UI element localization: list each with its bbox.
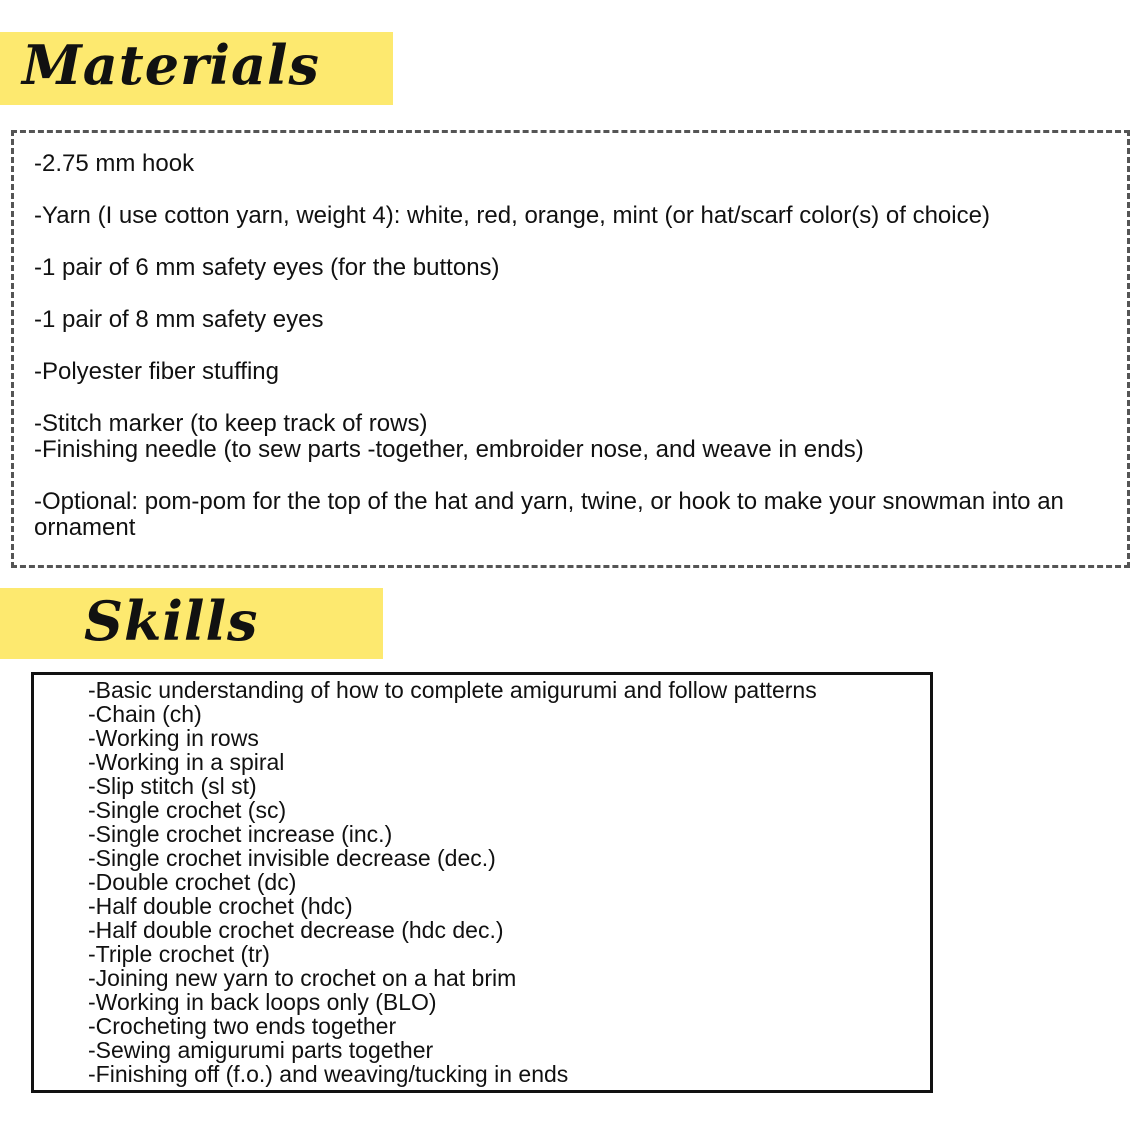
- skills-item: -Working in a spiral: [88, 749, 285, 775]
- materials-item: -1 pair of 6 mm safety eyes (for the buttons): [34, 254, 500, 281]
- skills-item: -Sewing amigurumi parts together: [88, 1037, 434, 1063]
- skills-item: -Double crochet (dc): [88, 869, 297, 895]
- skills-list: [88, 678, 817, 1086]
- materials-item: -Yarn (I use cotton yarn, weight 4): white, red, orange, mint (or hat/scarf color(s) of choice): [34, 202, 990, 229]
- skills-item: -Crocheting two ends together: [88, 1013, 397, 1039]
- skills-item: -Triple crochet (tr): [88, 941, 270, 967]
- skills-item: -Single crochet increase (inc.): [88, 821, 393, 847]
- materials-item: -1 pair of 8 mm safety eyes: [34, 306, 324, 333]
- materials-item: -2.75 mm hook: [34, 150, 195, 177]
- materials-list: [34, 151, 1107, 567]
- skills-item: -Single crochet invisible decrease (dec.): [88, 845, 496, 871]
- skills-item: -Chain (ch): [88, 701, 202, 727]
- skills-item: -Half double crochet decrease (hdc dec.): [88, 917, 504, 943]
- materials-box: [11, 130, 1130, 568]
- skills-item: -Single crochet (sc): [88, 797, 287, 823]
- materials-heading: Materials: [22, 33, 320, 97]
- skills-item: -Finishing off (f.o.) and weaving/tucking in ends: [88, 1061, 569, 1087]
- skills-item: -Slip stitch (sl st): [88, 773, 257, 799]
- skills-item: -Working in rows: [88, 725, 259, 751]
- skills-item: -Working in back loops only (BLO): [88, 989, 437, 1015]
- skills-item: -Joining new yarn to crochet on a hat brim: [88, 965, 517, 991]
- skills-item: -Basic understanding of how to complete amigurumi and follow patterns: [88, 677, 817, 703]
- skills-box: [31, 672, 933, 1093]
- materials-item: -Optional: pom-pom for the top of the hat and yarn, twine, or hook to make your snowman into an ornament: [34, 488, 1064, 541]
- materials-item: -Stitch marker (to keep track of rows) -Finishing needle (to sew parts -together, embroider nose, and weave in ends): [34, 410, 864, 463]
- skills-item: -Half double crochet (hdc): [88, 893, 353, 919]
- materials-item: -Polyester fiber stuffing: [34, 358, 280, 385]
- skills-heading: Skills: [84, 589, 259, 653]
